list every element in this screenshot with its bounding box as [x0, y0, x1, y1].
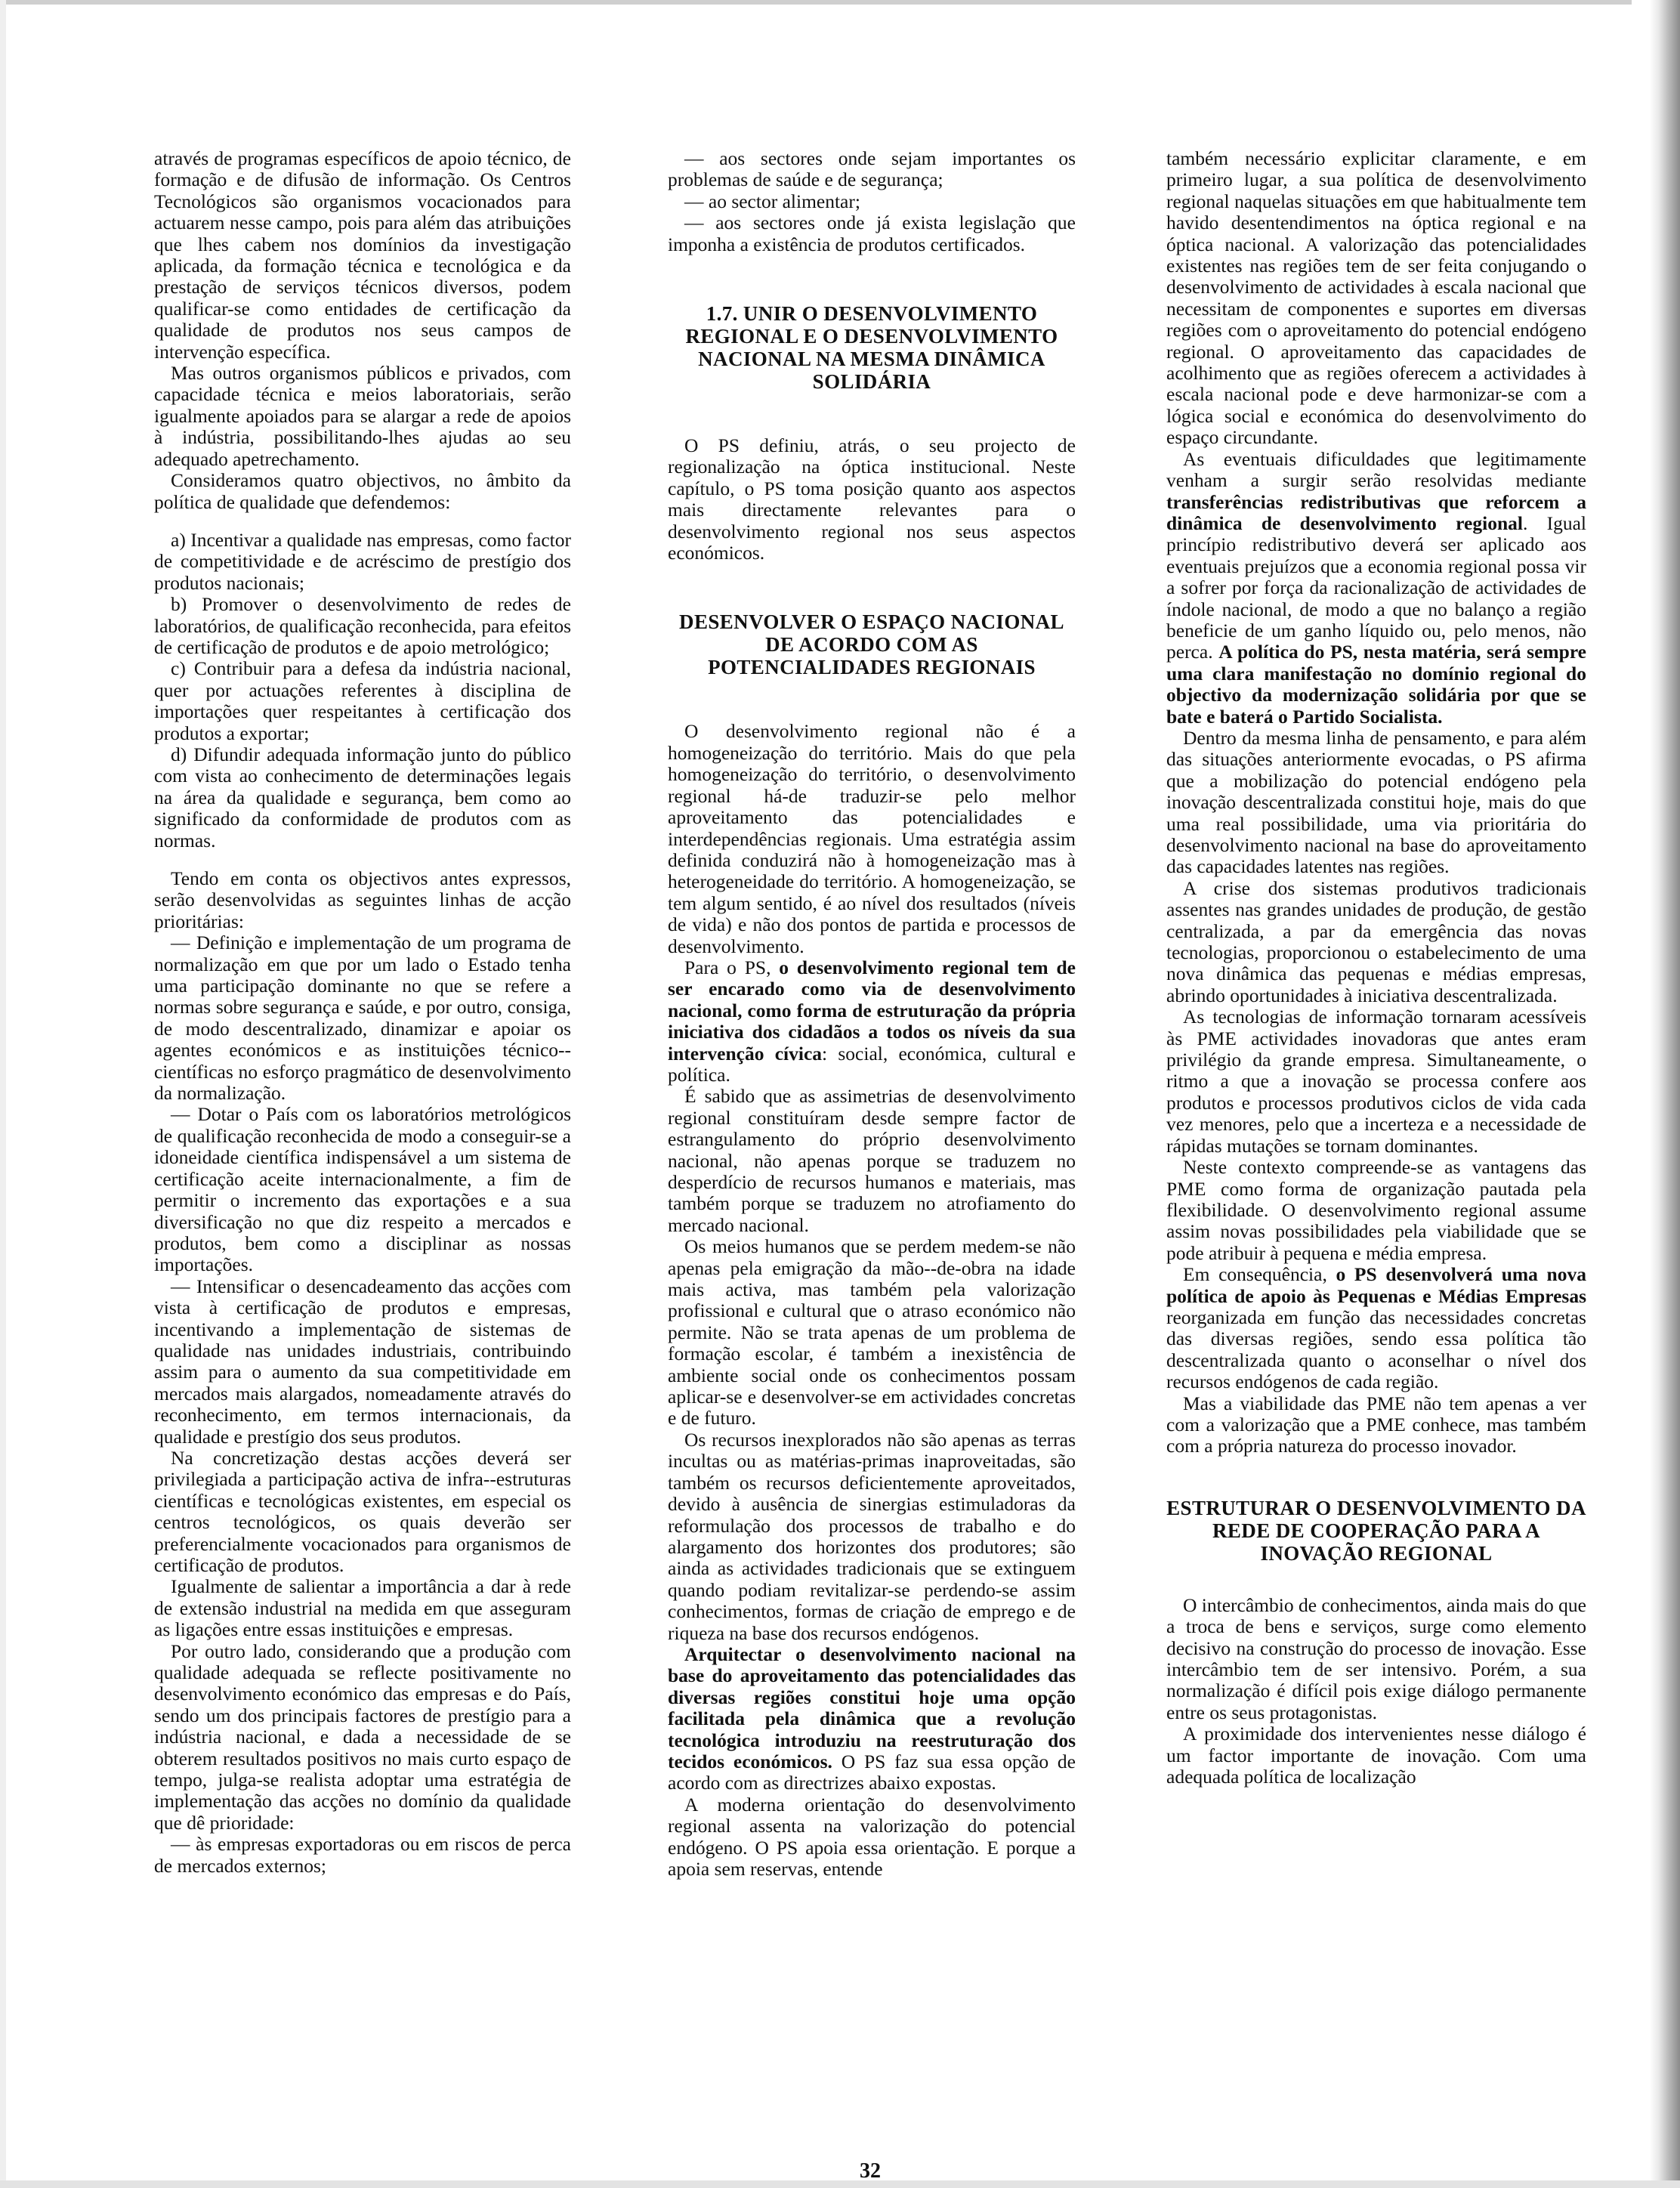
text-run: Em consequência, [1183, 1263, 1336, 1286]
paragraph: A proximidade dos intervenientes nesse diálogo é um factor importante de inovação. Com uma adequada política de localização [1166, 1723, 1586, 1788]
bold-text-run: Arquitectar o desenvolvimento nacional na base do aproveitamento das potencialidades das diversas regiões constitui hoje uma opção facilitada pela dinâmica que a revolução tecnológica introduziu na reestruturação dos tecidos económicos. [668, 1643, 1076, 1772]
text-run: . Igual princípio redistributivo deverá ser aplicado aos eventuais prejuízos que a economia regional possa vir a sofrer por força da racionalização de actividades de índole nacional, de modo a que no balanço a região beneficie de um ganho líquido ou, pelo menos, não perca. [1166, 511, 1586, 663]
column-middle [668, 148, 1076, 1880]
text-run: Para o PS, [684, 956, 780, 978]
bold-text-run: A política do PS, nesta matéria, será sempre uma clara manifestação no domínio regional do objectivo da modernização solidária por que se bate e baterá o Partido Socialista. [1166, 641, 1587, 728]
paragraph: A crise dos sistemas produtivos tradicionais assentes nas grandes unidades de produção, de gestão centralizada, a par da emergência das novas tecnologias, proporcionou o estabelecimento de uma nova dinâmica das pequenas e médias empresas, abrindo oportunidades à iniciativa descentralizada. [1166, 876, 1586, 1006]
bold-text-run: o PS desenvolverá uma nova política de apoio às Pequenas e Médias Empresas [1166, 1263, 1586, 1307]
paragraph: Por outro lado, considerando que a produção com qualidade adequada se reflecte positivamente no desenvolvimento económico das empresas e do País, sendo um dos principais factores de prestígio para a indústria nacional, e dada a necessidade de se obterem resultados positivos no mais curto espaço de tempo, julga-se realista adoptar uma estratégia de implementação das acções no domínio da qualidade que dê prioridade: [154, 1639, 571, 1834]
page-right-edge-shadow [1650, 0, 1680, 2188]
list-item-a: a) Incentivar a qualidade nas empresas, como factor de competitividade e de acréscimo de prestígio dos produtos nacionais; [154, 528, 571, 594]
paragraph: O desenvolvimento regional não é a homogeneização do território. Mais do que pela homogeneização do território, o desenvolvimento regional há-de traduzir-se pelo melhor aproveitamento das potencialidades e interdependências regionais. Uma estratégia assim definida conduzirá não à homogeneização mas à heterogeneidade do território. A homogeneização, se tem algum sentido, é ao nível dos resultados (níveis de vida) e não dos pontos de partida e processos de desenvolvimento. [668, 720, 1076, 957]
text-run: O PS faz sua essa opção de acordo com as directrizes abaixo expostas. [668, 1750, 1076, 1794]
paragraph-mixed [668, 1644, 1076, 1794]
list-item-priority: — às empresas exportadoras ou em riscos de perca de mercados externos; [154, 1833, 571, 1877]
paragraph-mixed [668, 957, 1076, 1086]
column-right [1166, 148, 1586, 1788]
paragraph: também necessário explicitar claramente, e em primeiro lugar, a sua política de desenvolvimento regional naquelas situações em que habitualmente tem havido desentendimentos na óptica regional e na óptica nacional. A valorização das potencialidades existentes nas regiões tem de ser feita conjugando o desenvolvimento de actividades à escala nacional que necessitam de componentes e suportes em diversas regiões com o aproveitamento do potencial endógeno regional. O aproveitamento das capacidades de acolhimento que as regiões oferecem a actividades à escala nacional pode e deve harmonizar-se com a lógica social e económica do desenvolvimento do espaço circundante. [1166, 147, 1586, 449]
paragraph: Neste contexto compreende-se as vantagens das PME como forma de organização pautada pela flexibilidade. O desenvolvimento regional assume assim novas possibilidades pela viabilidade que se pode atribuir à pequena e média empresa. [1166, 1156, 1586, 1264]
paragraph: Na concretização destas acções deverá ser privilegiada a participação activa de infra--estruturas científicas e tecnológicas existentes, em especial os centros tecnológicos, os quais deverão ser preferencialmente vocacionados para organismos de certificação de produtos. [154, 1446, 571, 1576]
text-run: : social, económica, cultural e política. [668, 1042, 1076, 1086]
list-item-c: c) Contribuir para a defesa da indústria nacional, quer por actuações referentes à disciplina de importações quer respeitantes à certificação dos produtos a exportar; [154, 657, 571, 744]
paragraph: Dentro da mesma linha de pensamento, e para além das situações anteriormente evocadas, o PS afirma que a mobilização do potencial endógeno pela inovação descentralizada constitui hoje, mais do que uma real possibilidade, uma via prioritária do desenvolvimento nacional na base do aproveitamento das capacidades latentes nas regiões. [1166, 726, 1586, 878]
paragraph: Os recursos inexplorados não são apenas as terras incultas ou as matérias-primas inaproveitadas, são também os recursos deficientemente aproveitados, devido à ausência de sinergias estimuladoras da reformulação dos processos de trabalho e do alargamento dos horizontes dos produtores; são ainda as actividades tradicionais que se extinguem quando podiam revitalizar-se perdendo-se assim conhecimentos, formas de criação de emprego e de riqueza na base dos recursos endógenos. [668, 1428, 1076, 1644]
page-number: 32 [860, 2159, 881, 2183]
list-item-d: d) Difundir adequada informação junto do público com vista ao conhecimento de determinações legais na área da qualidade e segurança, bem como ao significado da conformidade de produtos com as normas. [154, 743, 571, 851]
list-item-action: — Definição e implementação de um programa de normalização em que por um lado o Estado tenha uma participação dominante no que se refere a normas sobre segurança e saúde, e por outro, consiga, de modo descentralizado, dinamizar e apoiar os agentes económicos e as instituições técnico--científicas no esforço pragmático de desenvolvimento da normalização. [154, 932, 571, 1105]
list-item-priority: — aos sectores onde sejam importantes os problemas de saúde e de segurança; [668, 147, 1076, 191]
paragraph-mixed [1166, 449, 1586, 728]
section-heading-espaco-nacional: DESENVOLVER O ESPAÇO NACIONAL DE ACORDO COM AS POTENCIALIDADES REGIONAIS [679, 610, 1064, 679]
page-left-edge [0, 0, 6, 2188]
paragraph: O PS definiu, atrás, o seu projecto de regionalização na óptica institucional. Neste capítulo, o PS toma posição quanto aos aspectos mais directamente relevantes para o desenvolvimento regional nos seus aspectos económicos. [668, 434, 1076, 564]
text-run: As eventuais dificuldades que legitimamente venham a surgir serão resolvidas mediante [1166, 447, 1586, 492]
paragraph: A moderna orientação do desenvolvimento regional assenta na valorização do potencial endógeno. O PS apoia essa orientação. E porque a apoia sem reservas, entende [668, 1793, 1076, 1880]
paragraph-mixed [1166, 1264, 1586, 1392]
paragraph: Tendo em conta os objectivos antes expressos, serão desenvolvidas as seguintes linhas de acção prioritárias: [154, 867, 571, 932]
paragraph: As tecnologias de informação tornaram acessíveis às PME actividades inovadoras que antes eram privilégio da grande empresa. Simultaneamente, o ritmo a que a inovação se processa confere aos produtos e processos produtivos ciclos de vida cada vez menores, pelo que a incerteza e a necessidade de rápidas mutações se tornam dominantes. [1166, 1006, 1586, 1157]
paragraph: O intercâmbio de conhecimentos, ainda mais do que a troca de bens e serviços, surge como elemento decisivo na construção do processo de inovação. Esse intercâmbio tem de ser intensivo. Porém, a sua normalização é difícil pois exige diálogo permanente entre os seus protagonistas. [1166, 1593, 1586, 1723]
paragraph: Mas a viabilidade das PME não tem apenas a ver com a valorização que a PME conhece, mas também com a própria natureza do processo inovador. [1166, 1392, 1586, 1457]
bold-text-run: o desenvolvimento regional tem de ser encarado como via de desenvolvimento nacional, como forma de estruturação da própria iniciativa dos cidadãos a todos os níveis da sua intervenção cívica [668, 956, 1076, 1065]
section-heading-1-7: 1.7. UNIR O DESENVOLVIMENTO REGIONAL E O DESENVOLVIMENTO NACIONAL NA MESMA DINÂMICA SOLIDÁRIA [685, 302, 1058, 394]
column-left [154, 148, 571, 1877]
paragraph: Os meios humanos que se perdem medem-se não apenas pela emigração da mão--de-obra na idade mais activa, mas também pela valorização profissional e cultural que o atraso económico não permite. Não se trata apenas de um problema de formação escolar, é também a inexistência de ambiente social onde os conhecimentos possam aplicar-se e desenvolver-se em actividades concretas e de futuro. [668, 1235, 1076, 1429]
list-item-priority: — aos sectores onde já exista legislação que imponha a existência de produtos certificados. [668, 212, 1076, 255]
paragraph: Consideramos quatro objectivos, no âmbito da política de qualidade que defendemos: [154, 469, 571, 513]
list-item-priority: — ao sector alimentar; [684, 190, 860, 212]
section-heading-rede-cooperacao: ESTRUTURAR O DESENVOLVIMENTO DA REDE DE COOPERAÇÃO PARA A INOVAÇÃO REGIONAL [1166, 1496, 1586, 1565]
paragraph: Mas outros organismos públicos e privados, com capacidade técnica e meios laboratoriais, serão igualmente apoiados para se alargar a rede de apoios à indústria, possibilitando-lhes ajudas ao seu adequado apetrechamento. [154, 362, 571, 470]
text-run: reorganizada em função das necessidades concretas das diversas regiões, sendo essa política tão descentralizada quanto o aconselhar o nível dos recursos endógenos de cada região. [1166, 1306, 1586, 1393]
paragraph: através de programas específicos de apoio técnico, de formação e de difusão de informação. Os Centros Tecnológicos são organismos vocacionados para actuarem nesse campo, pois para além das atribuições que lhes cabem nos domínios da investigação aplicada, da formação técnica e tecnológica e da prestação de serviços técnicos diversos, podem qualificar-se como entidades de certificação da qualidade de produtos nos seus campos de intervenção específica. [154, 147, 571, 363]
paragraph: É sabido que as assimetrias de desenvolvimento regional constituíram desde sempre factor de estrangulamento do próprio desenvolvimento nacional, não apenas porque se traduzem no desperdício de recursos humanos e materiais, mas também porque se traduzem no atrofiamento do mercado nacional. [668, 1085, 1076, 1236]
list-item-b: b) Promover o desenvolvimento de redes de laboratórios, de qualificação reconhecida, para efeitos de certificação de produtos e de apoio metrológico; [154, 593, 571, 658]
list-item-action: — Intensificar o desencadeamento das acções com vista à certificação de produtos e empresas, incentivando a implementação de sistemas de qualidade nas unidades industriais, contribuindo assim para o aumento da sua competitividade em mercados mais alargados, nomeadamente através do reconhecimento, em termos internacionais, da qualidade e prestígio dos seus produtos. [154, 1275, 571, 1448]
list-item-action: — Dotar o País com os laboratórios metrológicos de qualificação reconhecida de modo a conseguir-se a idoneidade científica indispensável a um sistema de certificação aceite internacionalmente, a fim de permitir o incremento das exportações e a sua diversificação no que diz respeito a mercados e produtos, bem como a disciplinar as nossas importações. [154, 1103, 571, 1276]
paragraph: Igualmente de salientar a importância a dar à rede de extensão industrial na medida em que asseguram as ligações entre essas instituições e empresas. [154, 1575, 571, 1641]
bold-text-run: transferências redistributivas que reforcem a dinâmica de desenvolvimento regional [1166, 490, 1586, 534]
page-top-edge [0, 0, 1632, 5]
